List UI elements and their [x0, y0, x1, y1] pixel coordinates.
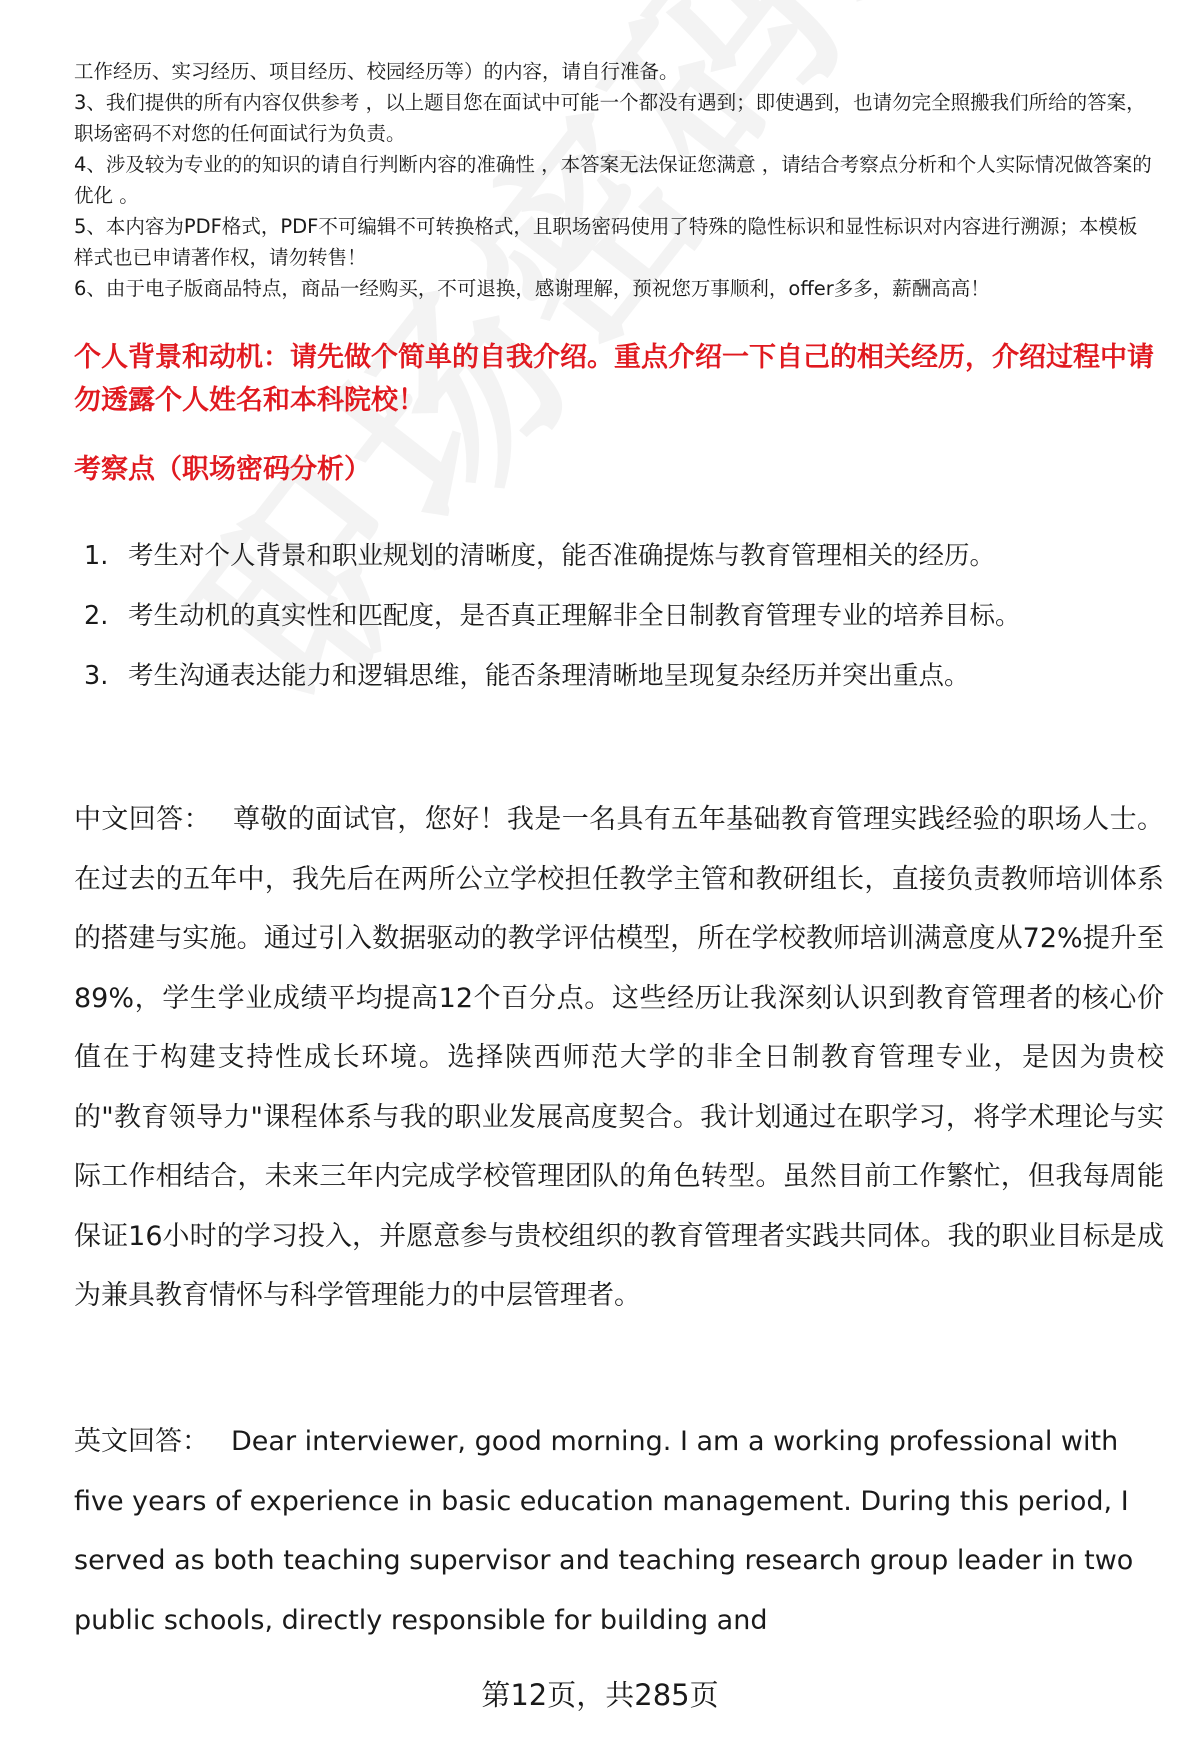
chinese-answer-label: 中文回答：	[74, 804, 211, 835]
assessment-points-list	[74, 526, 1154, 706]
chinese-answer-text: 尊敬的面试官，您好！我是一名具有五年基础教育管理实践经验的职场人士。在过去的五年中，我先后在两所公立学校担任教学主管和教研组长，直接负责教师培训体系的搭建与实施。通过引入数据驱动的教学评估模型，所在学校教师培训满意度从72%提升至89%，学生学业成绩平均提高12个百分点。这些经历让我深刻认识到教育管理者的核心价值在于构建支持性成长环境。选择陕西师范大学的非全日制教育管理专业，是因为贵校的"教育领导力"课程体系与我的职业发展高度契合。我计划通过在职学习，将学术理论与实际工作相结合，未来三年内完成学校管理团队的角色转型。虽然目前工作繁忙，但我每周能保证16小时的学习投入，并愿意参与贵校组织的教育管理者实践共同体。我的职业目标是成为兼具教育情怀与科学管理能力的中层管理者。	[74, 804, 1165, 1311]
page-number: 第12页，共285页	[481, 1678, 719, 1712]
notice-item: 5、本内容为PDF格式，PDF不可编辑不可转换格式，且职场密码使用了特殊的隐性标识和显性标识对内容进行溯源；本模板样式也已申请著作权，请勿转售！	[74, 215, 1138, 269]
assessment-points-heading: 考察点（职场密码分析）	[74, 454, 371, 485]
point-text: 考生对个人背景和职业规划的清晰度，能否准确提炼与教育管理相关的经历。	[128, 541, 996, 571]
assessment-point	[74, 646, 1154, 706]
point-number: 2.	[84, 601, 109, 631]
chinese-answer	[74, 790, 1164, 1326]
notice-item: 4、涉及较为专业的的知识的请自行判断内容的准确性 ，本答案无法保证您满意 ，请结合考察点分析和个人实际情况做答案的优化 。	[74, 153, 1152, 207]
assessment-point	[74, 526, 1154, 586]
notice-list	[74, 56, 1154, 304]
english-answer-label: 英文回答：	[74, 1426, 209, 1457]
english-answer-text: Dear interviewer, good morning. I am a working professional with five years of experience in basic education management. During this period, I served as both teaching supervisor and teaching research group leader in two public schools, directly responsible for building and	[74, 1426, 1134, 1636]
english-answer	[74, 1412, 1134, 1650]
point-text: 考生动机的真实性和匹配度，是否真正理解非全日制教育管理专业的培养目标。	[128, 601, 1021, 631]
point-text: 考生沟通表达能力和逻辑思维，能否条理清晰地呈现复杂经历并突出重点。	[128, 661, 970, 691]
point-number: 1.	[84, 541, 109, 571]
notice-item: 工作经历、实习经历、项目经历、校园经历等）的内容，请自行准备。	[74, 60, 679, 83]
notice-item: 3、我们提供的所有内容仅供参考 ，以上题目您在面试中可能一个都没有遇到；即使遇到，也请勿完全照搬我们所给的答案，职场密码不对您的任何面试行为负责。	[74, 91, 1146, 145]
notice-item: 6、由于电子版商品特点，商品一经购买，不可退换，感谢理解，预祝您万事顺利，offer多多，薪酬高高！	[74, 277, 990, 300]
assessment-point	[74, 586, 1154, 646]
interview-question: 个人背景和动机：请先做个简单的自我介绍。重点介绍一下自己的相关经历，介绍过程中请勿透露个人姓名和本科院校！	[74, 342, 1154, 416]
point-number: 3.	[84, 661, 109, 691]
